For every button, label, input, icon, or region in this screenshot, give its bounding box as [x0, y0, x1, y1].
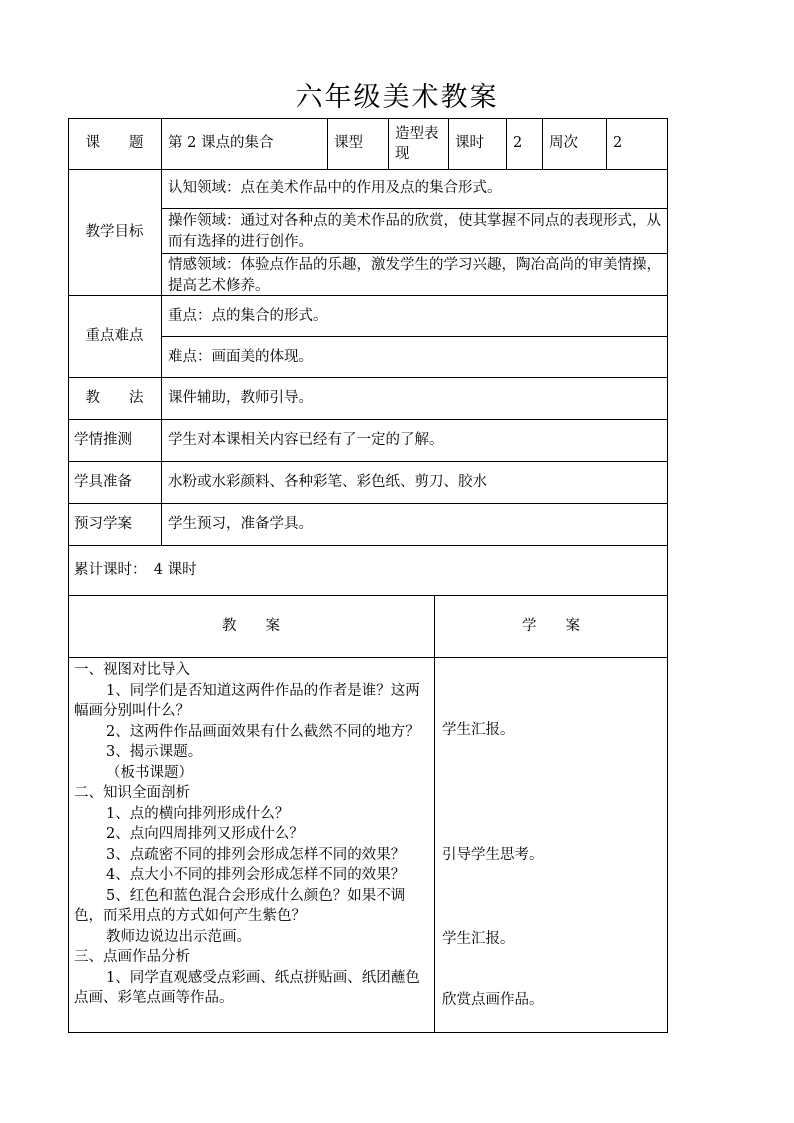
student-plan-item: 欣赏点画作品。 [442, 992, 544, 1008]
method-label: 教 法 [68, 378, 162, 420]
goal-emotional: 情感领域：体验点作品的乐趣，激发学生的学习兴趣，陶冶高尚的审美情操，提高艺术修养。 [162, 254, 668, 296]
plan-line: 5、红色和蓝色混合会形成什么颜色？如果不调色，而采用点的方式如何产生紫色？ [74, 887, 406, 924]
tools-row [68, 462, 668, 504]
student-plan-header: 学 案 [435, 596, 668, 658]
student-plan-item: 学生汇报。 [442, 931, 515, 947]
goals-label: 教学目标 [68, 170, 162, 296]
type-label: 课型 [328, 118, 389, 170]
student-plan [435, 658, 668, 1033]
method-row [68, 378, 668, 420]
plan-line: （板书课题） [106, 764, 193, 781]
plan-line: 3、点疏密不同的排列会形成怎样不同的效果？ [106, 846, 406, 863]
type-value: 造型表现 [389, 118, 449, 170]
topic-value: 第 2 课点的集合 [162, 118, 328, 170]
preview-row [68, 504, 668, 546]
plan-line: 一、视图对比导入 [74, 662, 190, 678]
plan-header-row [68, 596, 668, 658]
plan-line: 3、揭示课题。 [106, 744, 203, 760]
difficulty-point: 难点：画面美的体现。 [162, 337, 668, 378]
teacher-plan-header: 教 案 [68, 596, 435, 658]
week-label: 周次 [543, 118, 607, 170]
learning-label: 学情推测 [68, 420, 162, 462]
preview-label: 预习学案 [68, 504, 162, 546]
plan-line: 2、点向四周排列又形成什么？ [106, 826, 304, 842]
method-value: 课件辅助，教师引导。 [162, 378, 668, 420]
learning-value: 学生对本课相关内容已经有了一定的了解。 [162, 420, 668, 462]
cumulative-row [68, 546, 668, 596]
plan-line: 1、同学直观感受点彩画、纸点拼贴画、纸团蘸色点画、彩笔点画等作品。 [74, 969, 420, 1006]
plan-line: 教师边说边出示范画。 [106, 928, 251, 945]
key-points-label: 重点难点 [68, 296, 162, 378]
plan-line: 1、点的横向排列形成什么？ [106, 805, 290, 822]
tools-label: 学具准备 [68, 462, 162, 504]
goal-cognitive: 认知领域：点在美术作品中的作用及点的集合形式。 [162, 170, 668, 209]
plan-line: 4、点大小不同的排列会形成怎样不同的效果？ [106, 867, 406, 883]
header-row [68, 118, 668, 170]
student-plan-item: 引导学生思考。 [442, 847, 544, 863]
cumulative-hours: 累计课时： 4 课时 [68, 546, 668, 596]
plan-line: 二、知识全面剖析 [74, 785, 190, 801]
tools-value: 水粉或水彩颜料、各种彩笔、彩色纸、剪刀、胶水 [162, 462, 668, 504]
hours-value: 2 [507, 118, 543, 170]
key-points-row [68, 296, 668, 378]
plan-line: 2、这两件作品画面效果有什么截然不同的地方？ [106, 723, 420, 740]
goals-row [68, 170, 668, 296]
student-plan-item: 学生汇报。 [442, 722, 515, 738]
key-point: 重点：点的集合的形式。 [162, 296, 668, 337]
teacher-plan [68, 658, 435, 1033]
week-value: 2 [607, 118, 668, 170]
plan-line: 1、同学们是否知道这两件作品的作者是谁？这两幅画分别叫什么？ [74, 682, 420, 719]
plan-content-row [68, 658, 668, 1033]
hours-label: 课时 [449, 118, 507, 170]
preview-value: 学生预习，准备学具。 [162, 504, 668, 546]
topic-label: 课 题 [68, 118, 162, 170]
page-title: 六年级美术教案 [295, 82, 499, 113]
learning-row [68, 420, 668, 462]
goal-operational: 操作领域：通过对各种点的美术作品的欣赏，使其掌握不同点的表现形式，从而有选择的进行创作。 [162, 209, 668, 254]
plan-line: 三、点画作品分析 [74, 949, 190, 965]
